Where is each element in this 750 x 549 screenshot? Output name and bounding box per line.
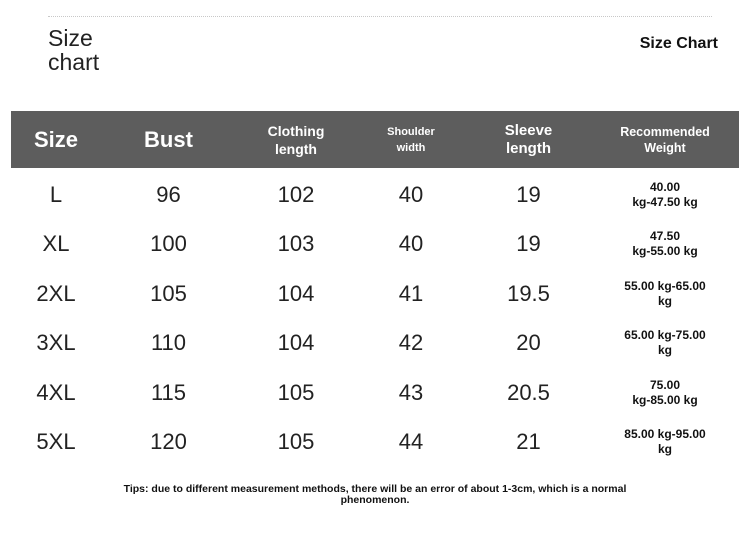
bust-cell: 110: [150, 330, 187, 356]
header-clothing-length-line2: length: [274, 140, 317, 157]
weight-line2: kg: [657, 343, 672, 358]
weight-line1: 85.00 kg-95.00: [624, 427, 706, 442]
sleeve-length-cell: 19: [516, 231, 541, 257]
size-cell: 5XL: [36, 429, 76, 455]
table-row: [11, 418, 739, 468]
table-row: [11, 368, 739, 418]
shoulder-width-cell: 42: [398, 330, 424, 356]
weight-line1: 47.50: [649, 229, 681, 244]
weight-line1: 40.00: [649, 179, 681, 194]
recommended-weight-cell: [591, 368, 739, 418]
bust-cell: 120: [150, 429, 187, 455]
recommended-weight-cell: [591, 220, 739, 270]
table-body: [11, 170, 739, 467]
clothing-length-cell: 103: [277, 231, 315, 257]
header-recommended-weight-line2: Weight: [644, 140, 686, 155]
tip-line2: phenomenon.: [340, 494, 410, 506]
size-table: [11, 111, 739, 467]
sleeve-length-cell: 20: [516, 330, 541, 356]
bust-cell: 105: [150, 280, 187, 306]
chart-heading: Size Chart: [639, 35, 718, 52]
sleeve-length-cell: 20.5: [507, 379, 550, 405]
header-clothing-length: [236, 122, 356, 158]
sleeve-length-cell: 19.5: [507, 280, 550, 306]
size-cell: 2XL: [36, 280, 76, 306]
recommended-weight-cell: [591, 418, 739, 468]
weight-line2: kg-47.50 kg: [632, 194, 698, 209]
table-row: [11, 269, 739, 319]
shoulder-width-cell: 40: [398, 181, 424, 207]
table-row: [11, 319, 739, 369]
size-cell: 3XL: [36, 330, 76, 356]
size-cell: 4XL: [36, 379, 76, 405]
sleeve-length-cell: 19: [516, 181, 541, 207]
size-cell: L: [49, 181, 63, 207]
header-clothing-length-line1: Clothing: [267, 122, 325, 139]
clothing-length-cell: 105: [277, 379, 315, 405]
shoulder-width-cell: 40: [398, 231, 424, 257]
table-header: [11, 111, 739, 168]
header-shoulder-width: [356, 124, 466, 156]
header-sleeve-length-line2: length: [505, 139, 551, 157]
recommended-weight-cell: [591, 319, 739, 369]
shoulder-width-cell: 41: [398, 280, 424, 306]
header-sleeve-length: [466, 122, 591, 158]
tip-line1: Tips: due to different measurement methods, there will be an error of about 1-3cm, which is a normal: [123, 483, 627, 495]
weight-line2: kg-85.00 kg: [632, 392, 698, 407]
page-title-line2: chart: [48, 49, 100, 75]
header-sleeve-length-line1: Sleeve: [504, 121, 553, 139]
table-row: [11, 220, 739, 270]
measurement-tip: [40, 484, 710, 506]
shoulder-width-cell: 43: [398, 379, 424, 405]
shoulder-width-cell: 44: [398, 429, 424, 455]
bust-cell: 100: [150, 231, 187, 257]
top-divider: [48, 16, 712, 17]
bust-cell: 115: [150, 379, 187, 405]
clothing-length-cell: 104: [277, 280, 315, 306]
header-size-label: Size: [33, 126, 79, 152]
header-recommended-weight: [591, 124, 739, 156]
weight-line2: kg: [657, 442, 672, 457]
header-bust: [101, 127, 236, 153]
header-shoulder-width-line2: width: [396, 141, 426, 154]
header-bust-label: Bust: [144, 126, 193, 152]
weight-line1: 65.00 kg-75.00: [624, 328, 706, 343]
size-cell: XL: [42, 231, 70, 257]
recommended-weight-cell: [591, 269, 739, 319]
weight-line1: 75.00: [649, 377, 681, 392]
clothing-length-cell: 102: [277, 181, 315, 207]
header-size: [11, 127, 101, 153]
page-title-line1: Size: [48, 25, 93, 51]
sleeve-length-cell: 21: [516, 429, 541, 455]
page-title: [48, 26, 99, 74]
weight-line2: kg: [657, 293, 672, 308]
header-shoulder-width-line1: Shoulder: [387, 125, 435, 138]
table-row: [11, 170, 739, 220]
clothing-length-cell: 104: [277, 330, 315, 356]
weight-line2: kg-55.00 kg: [632, 244, 698, 259]
clothing-length-cell: 105: [277, 429, 315, 455]
weight-line1: 55.00 kg-65.00: [624, 278, 706, 293]
recommended-weight-cell: [591, 170, 739, 220]
header-recommended-weight-line1: Recommended: [620, 124, 710, 139]
bust-cell: 96: [156, 181, 181, 207]
